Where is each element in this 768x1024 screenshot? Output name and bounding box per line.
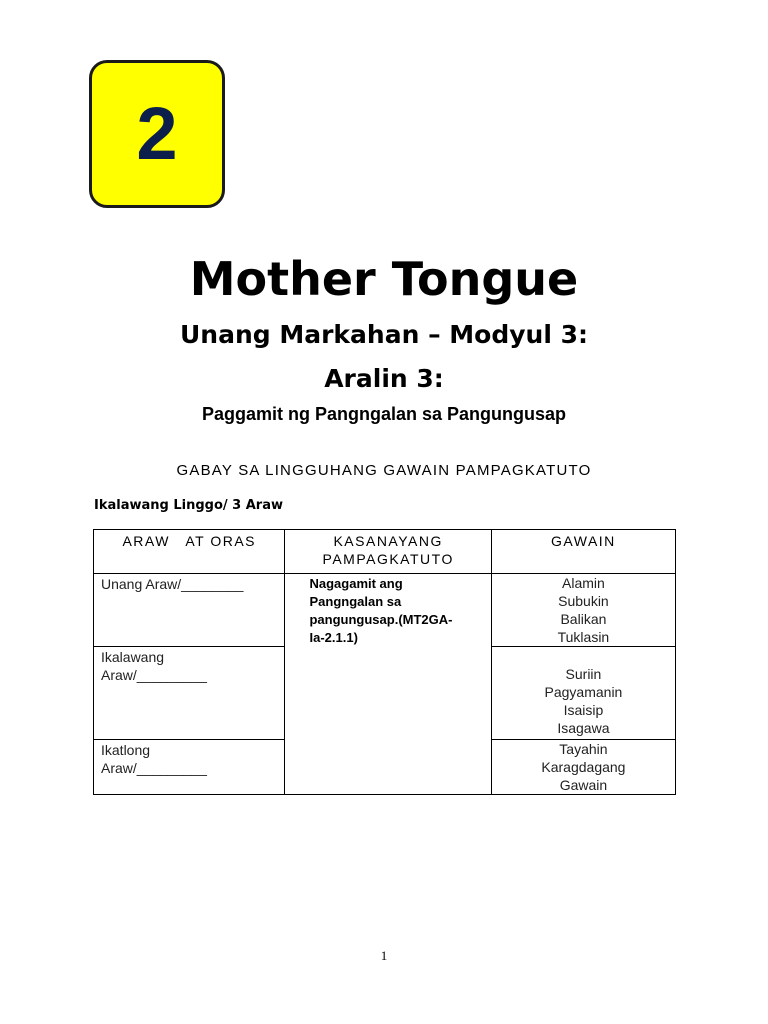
- activity-item: Pagyamanin: [544, 684, 623, 700]
- activity-item: Karagdagang: [541, 759, 626, 775]
- document-title: Mother Tongue: [189, 252, 579, 306]
- activity-item: Tuklasin: [557, 629, 610, 645]
- lesson-number: Aralin 3:: [324, 364, 444, 393]
- day-cell: [94, 740, 285, 795]
- header-competency: KASANAYANG PAMPAGKATUTO: [285, 530, 491, 574]
- activities-cell: [491, 740, 675, 795]
- activity-item: Subukin: [558, 593, 609, 609]
- page-number: 1: [380, 948, 388, 963]
- activity-item: Gawain: [559, 777, 608, 793]
- grade-badge: [89, 60, 225, 208]
- activity-item: Alamin: [562, 575, 605, 591]
- table-row: [94, 574, 676, 647]
- header-day-time: ARAW AT ORAS: [94, 530, 285, 574]
- weekly-schedule-table: [93, 529, 676, 795]
- activities-cell: [491, 574, 675, 647]
- day-label: Ikatlong Araw/_________: [101, 742, 207, 776]
- week-label: Ikalawang Linggo/ 3 Araw: [94, 498, 283, 513]
- activity-item: Suriin: [565, 666, 602, 682]
- activities-cell: [491, 647, 675, 740]
- day-cell: Unang Araw/________: [94, 574, 285, 647]
- lesson-title: Paggamit ng Pangngalan sa Pangungusap: [201, 404, 567, 424]
- competency-cell: Nagagamit ang Pangngalan sa pangungusap.(MT2GA-Ia-2.1.1): [285, 574, 491, 795]
- day-cell: [94, 647, 285, 740]
- table-header-row: [94, 530, 676, 574]
- activity-item: Isagawa: [557, 720, 610, 736]
- weekly-guide-heading: GABAY SA LINGGUHANG GAWAIN PAMPAGKATUTO: [176, 462, 592, 479]
- activity-item: Balikan: [560, 611, 607, 627]
- activity-item: Isaisip: [563, 702, 604, 718]
- activity-item: [492, 647, 675, 665]
- day-label: Ikalawang Araw/_________: [101, 649, 207, 683]
- activity-item: Tayahin: [559, 741, 608, 757]
- quarter-module-subtitle: Unang Markahan – Modyul 3:: [179, 320, 589, 349]
- grade-number: 2: [136, 92, 178, 175]
- header-activities: GAWAIN: [491, 530, 675, 574]
